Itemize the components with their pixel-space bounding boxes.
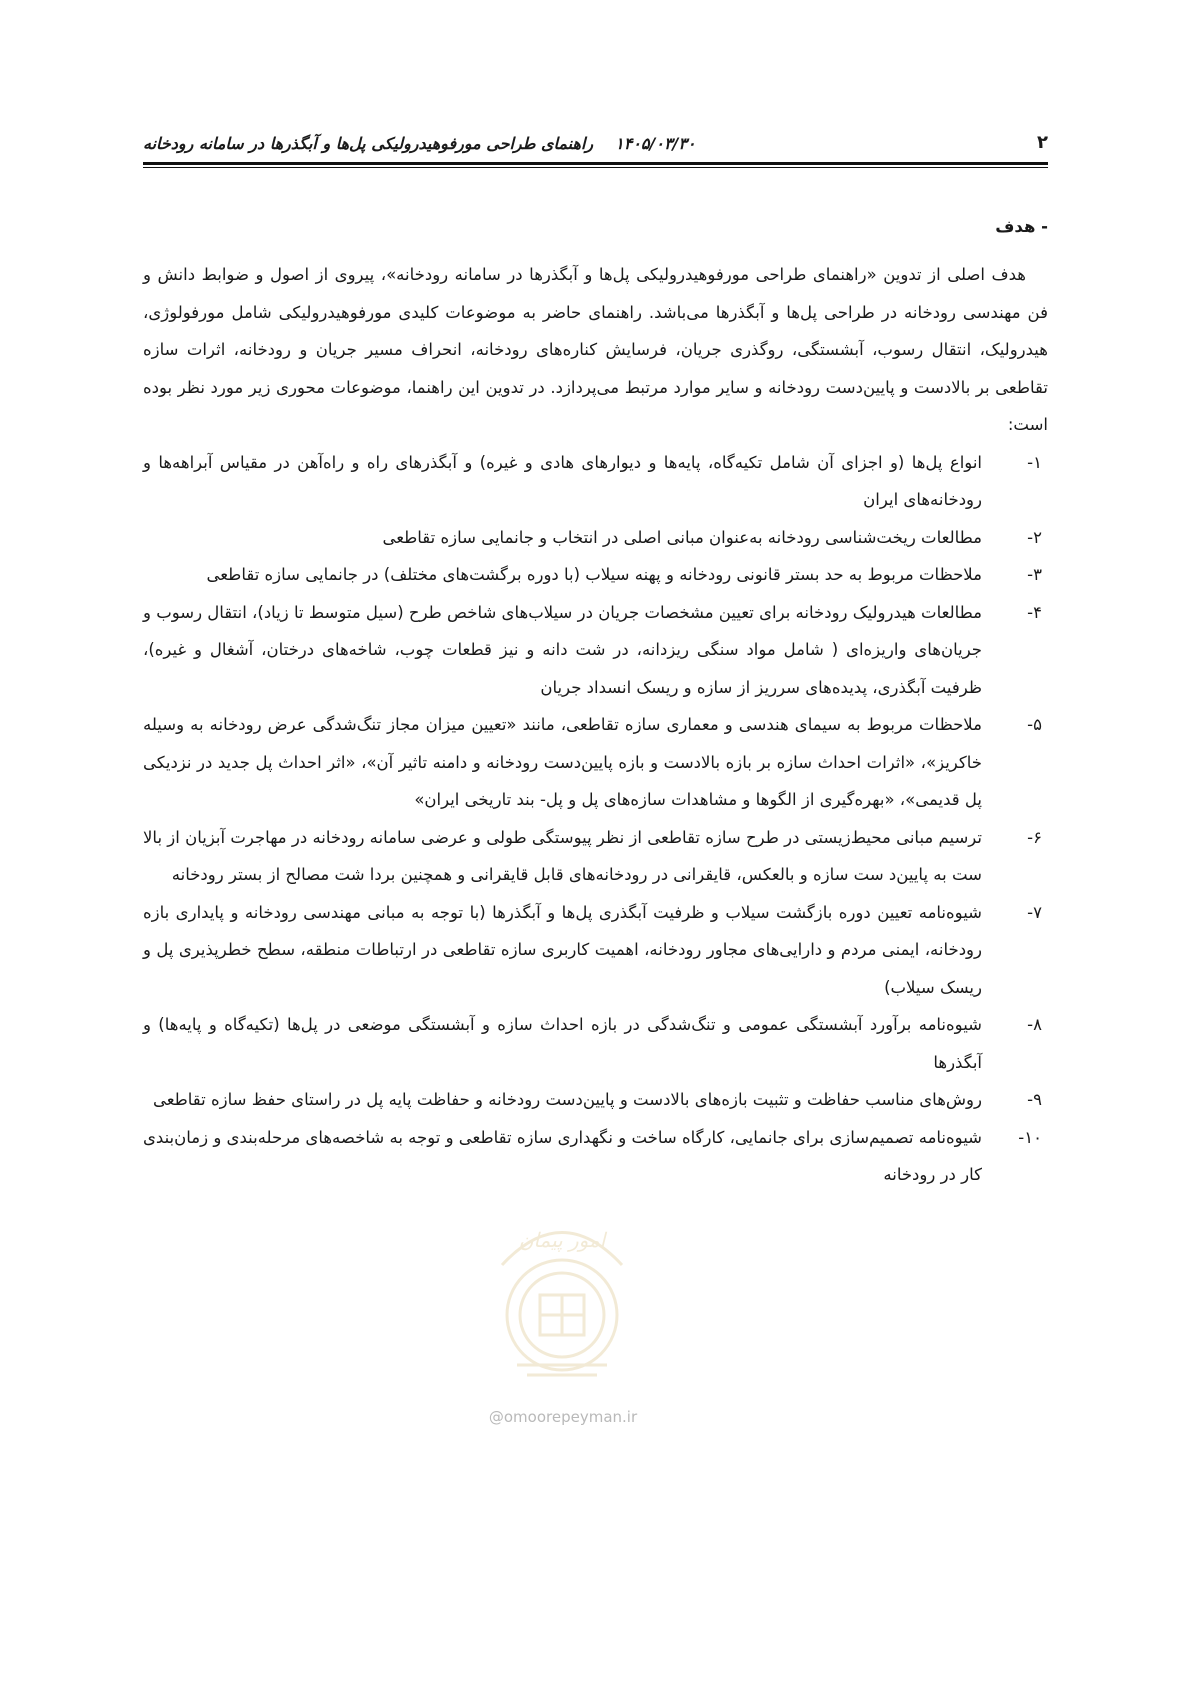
list-item [143,894,1048,1007]
list-item [143,594,1048,707]
list-item-text: روش‌های مناسب حفاظت و تثبیت بازه‌های بالادست و پایین‌دست رودخانه و حفاظت پایه پل در راستای حفظ سازه تقاطعی [152,1090,982,1109]
list-item-text: شیوه‌نامه تصمیم‌سازی برای جانمایی، کارگاه ساخت و نگهداری سازه تقاطعی و توجه به شاخصه‌های مرحله‌بندی و زمان‌بندی کار در رودخانه [143,1127,982,1184]
page-number: ۲ [1037,132,1048,153]
list-item-text: شیوه‌نامه تعیین دوره بازگشت سیلاب و ظرفیت آبگذری پل‌ها و آبگذرها (با توجه به مبانی مهندسی رودخانه و پایداری بازه رودخانه، ایمنی مردم و دارایی‌های مجاور رودخانه، اهمیت کاربری سازه تقاطعی در ارتباطات منطقه، سطح خطرپذیری پل و ریسک سیلاب) [143,902,982,997]
list-item-number: ۱۰- [1018,1127,1042,1147]
list-item [143,706,1048,819]
list-item-number: ۴- [1027,602,1042,622]
list-item-number: ۱- [1027,452,1042,472]
seal-text: امور پیمان [518,1228,606,1252]
list-item-text: شیوه‌نامه برآورد آبشستگی عمومی و تنگ‌شدگی در بازه احداث سازه و آبشستگی موضعی در پل‌ها (تکیه‌گاه و پایه‌ها) و آبگذرها [143,1015,982,1072]
list-item-text: ترسیم مبانی محیط‌زیستی در طرح سازه تقاطعی از نظر پیوستگی طولی و عرضی سامانه رودخانه در مهاجرت آبزیان از بالا ست به پایین‌د ست سازه و بالعکس، قایقرانی در رودخانه‌های قابل قایقرانی و همچنین بردا شت مصالح از بستر رودخانه [143,827,982,884]
list-item [143,1119,1048,1194]
list-item-text: مطالعات هیدرولیک رودخانه برای تعیین مشخصات جریان در سیلاب‌های شاخص طرح (سیل متوسط تا زیاد)، انتقال رسوب و جریان‌های واریزه‌ای ( شامل مواد سنگی ریزدانه، در شت دانه و نیز قطعات چوب، شاخه‌های درختان، آشغال و غیره)، ظرفیت آبگذری، پدیده‌های سرریز از سازه و ریسک انسداد جریان [142,602,982,697]
list-item [143,556,1048,594]
list-item-text: مطالعات ریخت‌شناسی رودخانه به‌عنوان مبانی اصلی در انتخاب و جانمایی سازه تقاطعی [382,527,982,547]
list-item-number: ۷- [1027,902,1042,922]
list-item-number: ۵- [1027,715,1042,734]
page-header [143,128,1048,162]
list-item [143,1081,1048,1119]
list-item [143,819,1048,894]
header-title: راهنمای طراحی مورفوهیدرولیکی پل‌ها و آبگذرها در سامانه رودخانه [143,134,594,153]
list-item [143,1006,1048,1081]
watermark-site: @omoorepeyman.ir [488,1408,638,1426]
header-date: ۱۴۰۵/۰۳/۳۰ [615,134,696,153]
list-item-number: ۳- [1027,565,1042,584]
header-rule-thin [143,167,1048,168]
intro-paragraph: هدف اصلی از تدوین «راهنمای طراحی مورفوهیدرولیکی پل‌ها و آبگذرها در سامانه رودخانه»، پیروی از اصول و ضوابط دانش و فن مهندسی رودخانه در طراحی پل‌ها و آبگذرها می‌باشد. راهنمای حاضر به موضوعات کلیدی مورفوهیدرولیکی شامل مورفولوژی، هیدرولیک، انتقال رسوب، آبشستگی، روگذری جریان، فرسایش کناره‌های رودخانه، انحراف مسیر جریان و رودخانه، اثرات سازه تقاطعی بر بالادست و پایین‌دست رودخانه و سایر موارد مرتبط می‌پردازد. در تدوین این راهنما، موضوعات محوری زیر مورد نظر بوده است: [143,265,1048,434]
list-item-text: ملاحظات مربوط به سیمای هندسی و معماری سازه تقاطعی، مانند «تعیین میزان مجاز تنگ‌شدگی عرض رودخانه به وسیله خاکریز»، «اثرات احداث سازه بر بازه بالادست و بازه پایین‌دست رودخانه و دامنه تاثیر آن»، «اثر احداث پل جدید در نزدیکی پل قدیمی»، «بهره‌گیری از الگوها و مشاهدات سازه‌های پل و پل- بند تاریخی ایران» [143,715,982,809]
list-item-number: ۸- [1027,1015,1042,1034]
list-item [143,444,1048,519]
main-content [143,212,1048,1194]
seal-icon [482,1195,642,1400]
header-rule-thick [143,162,1048,165]
list-item [143,519,1048,557]
section-title: - هدف [995,217,1048,236]
list-item-number: ۹- [1027,1090,1042,1109]
list-item-text: ملاحظات مربوط به حد بستر قانونی رودخانه و پهنه سیلاب (با دوره برگشت‌های مختلف) در جانمایی سازه تقاطعی [206,565,982,584]
list-item-number: ۲- [1027,527,1042,547]
running-title [143,134,696,153]
list-item-text: انواع پل‌ها (و اجزای آن شامل تکیه‌گاه، پایه‌ها و دیوارهای هادی و غیره) و آبگذرهای راه و راه‌آهن در مقیاس آبراهه‌ها و رودخانه‌های ایران [143,452,982,509]
list-item-number: ۶- [1027,827,1042,847]
objectives-list [143,444,1048,1194]
